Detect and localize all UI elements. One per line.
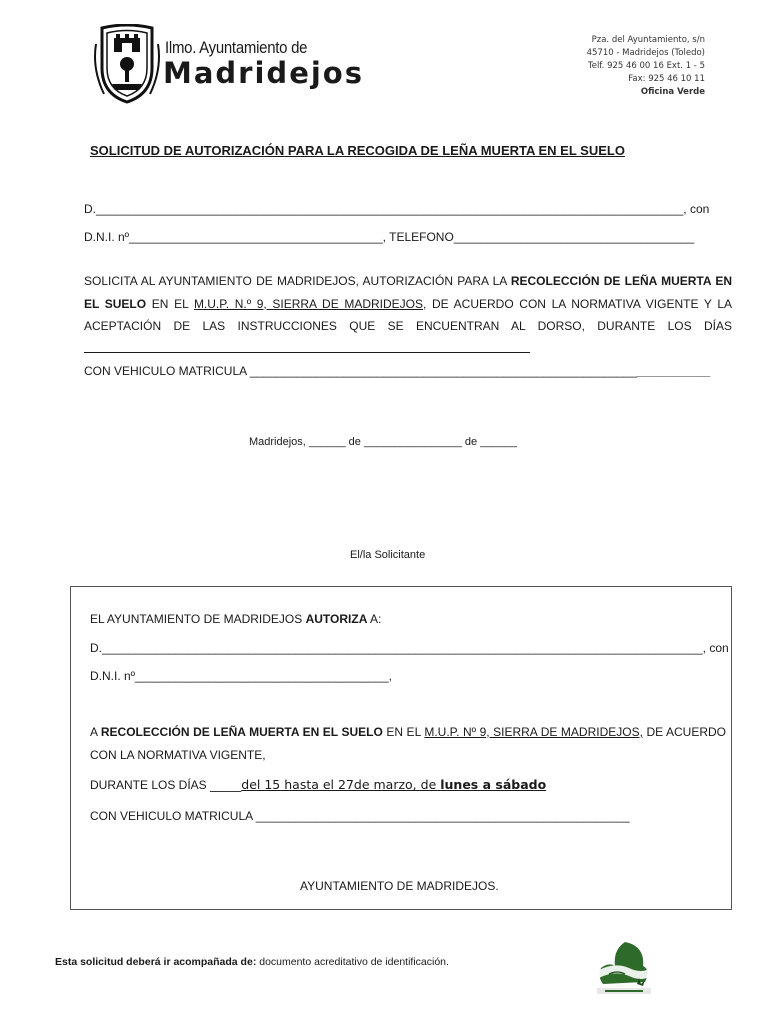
request-vehicle-field[interactable] <box>84 364 710 378</box>
date-line-field[interactable]: Madridejos, ______ de ________________ de ______ <box>249 436 517 448</box>
request-days-field[interactable] <box>84 340 530 353</box>
letterhead-org-line: Ilmo. Ayuntamiento de <box>165 38 308 57</box>
request-vehicle-tail: ___________ <box>636 364 711 378</box>
coat-of-arms-icon <box>92 24 162 104</box>
authorization-days-blank: _____ <box>210 777 242 792</box>
contact-address: Pza. del Ayuntamiento, s/n <box>591 35 705 45</box>
authorized-dni-field[interactable]: D.N.I. nº______________________________________, <box>90 669 392 683</box>
contact-office: Oficina Verde <box>640 87 705 97</box>
contact-block <box>587 34 705 99</box>
green-office-icon <box>595 940 653 1000</box>
applicant-dni-phone-field[interactable]: D.N.I. nº______________________________________, TELEFONO____________________________________ <box>84 230 695 244</box>
authorization-days-label: DURANTE LOS DÍAS <box>90 778 211 792</box>
contact-phone: Telf. 925 46 00 16 Ext. 1 - 5 <box>587 61 705 71</box>
authorization-heading-start: EL AYUNTAMIENTO DE MADRIDEJOS <box>90 612 306 626</box>
authorization-text-underlined: M.U.P. Nº 9, SIERRA DE MADRIDEJOS, <box>424 725 643 739</box>
authorization-days-row <box>90 777 546 792</box>
applicant-name-field[interactable]: D.________________________________________________________________________________________, con <box>84 202 710 216</box>
authorization-days-value[interactable]: del 15 hasta el 27de marzo, de <box>241 777 441 792</box>
contact-postal: 45710 - Madridejos (Toledo) <box>586 48 705 58</box>
authorization-vehicle-field[interactable]: CON VEHICULO MATRICULA ________________________________________________________ <box>90 809 630 823</box>
authorization-text-start: A <box>90 725 101 739</box>
authorization-paragraph <box>90 721 726 766</box>
request-text-end: DE ACUERDO CON LA NORMATIVA VIGENTE Y LA ACEPTACIÓN DE LAS INSTRUCCIONES QUE SE ENCUENTRAN AL DORSO, DURANTE LOS DÍAS <box>84 296 733 333</box>
footer-note <box>55 956 449 968</box>
authorization-heading-end: A: <box>367 612 382 626</box>
request-paragraph <box>84 270 732 360</box>
request-text-start: SOLICITA AL AYUNTAMIENTO DE MADRIDEJOS, AUTORIZACIÓN PARA LA <box>84 274 511 288</box>
authorized-name-field[interactable]: D.__________________________________________________________________________________________, con <box>90 641 729 655</box>
request-text-bold: RECOLECCIÓN DE LEÑA MUERTA EN EL SUELO <box>84 274 732 311</box>
form-title: SOLICITUD DE AUTORIZACIÓN PARA LA RECOGIDA DE LEÑA MUERTA EN EL SUELO <box>90 143 625 158</box>
applicant-signature-label: El/la Solicitante <box>350 549 426 561</box>
letterhead-town-name: Madridejos <box>163 56 364 90</box>
authorization-heading <box>90 612 381 626</box>
authorization-days-bold[interactable]: lunes a sábado <box>440 777 547 792</box>
authorization-signature-label: AYUNTAMIENTO DE MADRIDEJOS. <box>300 879 499 893</box>
authorization-text-end: DE ACUERDO CON LA NORMATIVA VIGENTE, <box>90 725 727 762</box>
contact-fax: Fax: 925 46 10 11 <box>628 74 705 84</box>
oficina-verde-logo <box>595 940 653 1000</box>
footer-note-bold: Esta solicitud deberá ir acompañada de: <box>55 956 257 968</box>
authorization-text-mid: EN EL <box>382 725 425 739</box>
authorization-text-bold: RECOLECCIÓN DE LEÑA MUERTA EN EL SUELO <box>100 725 383 739</box>
authorization-heading-bold: AUTORIZA <box>305 612 368 626</box>
request-vehicle-label: CON VEHICULO MATRICULA __________________________________________________________ <box>84 364 637 378</box>
footer-note-text: documento acreditativo de identificación. <box>256 956 449 968</box>
request-text-mid: EN EL <box>146 296 194 311</box>
request-text-underlined: M.U.P. N.º 9, SIERRA DE MADRIDEJOS, <box>193 296 427 311</box>
